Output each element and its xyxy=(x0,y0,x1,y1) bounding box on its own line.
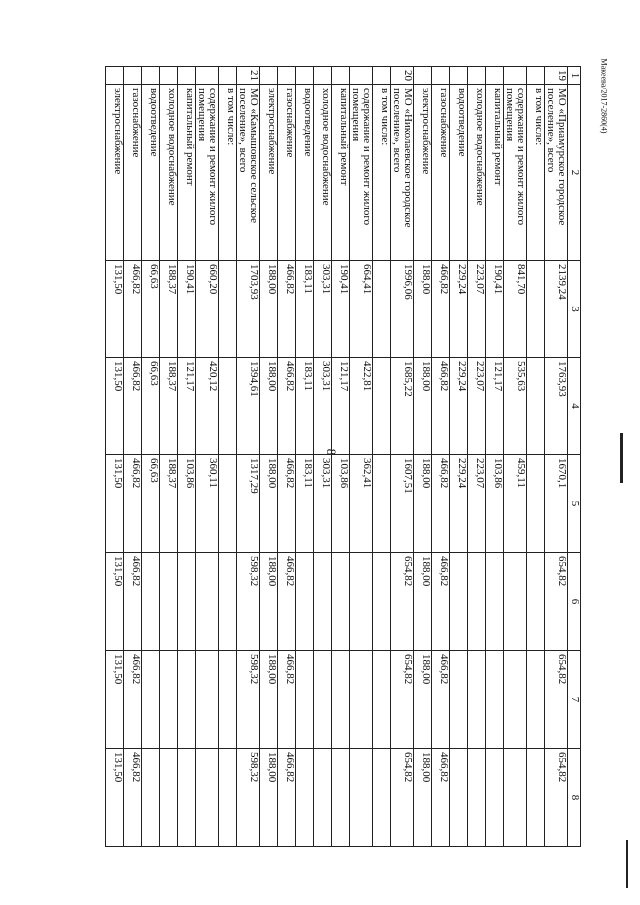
name-cell: капитальный ремонт xyxy=(332,85,350,261)
value-cell: 121,17 xyxy=(178,358,196,455)
row-number-cell xyxy=(527,67,545,85)
value-cell xyxy=(332,553,350,651)
table-row xyxy=(278,67,296,847)
value-cell: 223,07 xyxy=(468,358,486,455)
value-cell: 360,11 xyxy=(196,455,219,553)
value-cell xyxy=(527,651,545,749)
value-cell xyxy=(314,553,332,651)
value-cell xyxy=(486,651,504,749)
table-row xyxy=(527,67,545,847)
column-number: 6 xyxy=(568,553,581,651)
value-cell xyxy=(296,651,314,749)
name-cell: МО «Приамурское городское поселение», всего xyxy=(545,85,568,261)
value-cell: 131,50 xyxy=(106,358,124,455)
table-row xyxy=(504,67,527,847)
table-row xyxy=(391,67,414,847)
row-number-cell xyxy=(196,67,219,85)
value-cell: 188,00 xyxy=(414,358,432,455)
row-number-cell: 19 xyxy=(545,67,568,85)
column-number: 8 xyxy=(568,749,581,847)
value-cell: 188,00 xyxy=(260,553,278,651)
name-cell: газоснабжение xyxy=(432,85,450,261)
value-cell xyxy=(219,651,237,749)
table-row xyxy=(468,67,486,847)
table-row xyxy=(450,67,468,847)
value-cell: 1996,06 xyxy=(391,261,414,358)
value-cell: 2139,24 xyxy=(545,261,568,358)
value-cell: 183,11 xyxy=(296,358,314,455)
table-row xyxy=(260,67,278,847)
table-row xyxy=(486,67,504,847)
table-row xyxy=(414,67,432,847)
value-cell xyxy=(219,261,237,358)
value-cell: 188,00 xyxy=(414,651,432,749)
scan-mark xyxy=(626,840,628,888)
row-number-cell xyxy=(142,67,160,85)
row-number-cell xyxy=(504,67,527,85)
name-cell: водоотведение xyxy=(142,85,160,261)
row-number-cell xyxy=(314,67,332,85)
value-cell: 188,37 xyxy=(160,455,178,553)
value-cell: 66,63 xyxy=(142,358,160,455)
row-number-cell xyxy=(468,67,486,85)
value-cell: 466,82 xyxy=(432,553,450,651)
name-cell: содержание и ремонт жилого помещения xyxy=(196,85,219,261)
name-cell: в том числе: xyxy=(219,85,237,261)
value-cell: 131,50 xyxy=(106,261,124,358)
row-number-cell xyxy=(278,67,296,85)
value-cell: 131,50 xyxy=(106,651,124,749)
row-number-cell xyxy=(296,67,314,85)
value-cell: 466,82 xyxy=(432,651,450,749)
value-cell xyxy=(196,651,219,749)
value-cell: 103,86 xyxy=(332,455,350,553)
value-cell xyxy=(219,455,237,553)
value-cell: 188,00 xyxy=(414,455,432,553)
value-cell xyxy=(468,651,486,749)
row-number-cell: 21 xyxy=(237,67,260,85)
value-cell: 660,20 xyxy=(196,261,219,358)
value-cell xyxy=(527,455,545,553)
value-cell: 188,00 xyxy=(414,749,432,847)
name-cell: МО «Николаевское городское поселение», всего xyxy=(391,85,414,261)
table-row xyxy=(160,67,178,847)
value-cell: 841,70 xyxy=(504,261,527,358)
value-cell: 422,81 xyxy=(350,358,373,455)
value-cell: 654,82 xyxy=(545,651,568,749)
value-cell xyxy=(504,651,527,749)
value-cell: 303,31 xyxy=(314,261,332,358)
row-number-cell xyxy=(260,67,278,85)
row-number-cell xyxy=(486,67,504,85)
value-cell xyxy=(373,553,391,651)
value-cell: 121,17 xyxy=(332,358,350,455)
value-cell: 131,50 xyxy=(106,749,124,847)
value-cell xyxy=(160,651,178,749)
table-row xyxy=(196,67,219,847)
value-cell: 131,50 xyxy=(106,455,124,553)
row-number-cell: 20 xyxy=(391,67,414,85)
value-cell: 654,82 xyxy=(545,553,568,651)
name-cell: холодное водоснабжение xyxy=(314,85,332,261)
value-cell xyxy=(160,749,178,847)
value-cell: 598,32 xyxy=(237,651,260,749)
value-cell: 654,82 xyxy=(391,749,414,847)
value-cell xyxy=(142,749,160,847)
value-cell: 103,86 xyxy=(178,455,196,553)
value-cell xyxy=(373,651,391,749)
value-cell: 420,12 xyxy=(196,358,219,455)
value-cell: 190,41 xyxy=(332,261,350,358)
value-cell xyxy=(450,651,468,749)
value-cell: 362,41 xyxy=(350,455,373,553)
row-number-cell xyxy=(414,67,432,85)
value-cell: 190,41 xyxy=(486,261,504,358)
value-cell: 466,82 xyxy=(124,651,142,749)
value-cell: 103,86 xyxy=(486,455,504,553)
row-number-cell xyxy=(160,67,178,85)
value-cell xyxy=(314,749,332,847)
value-cell: 466,82 xyxy=(432,358,450,455)
table-row xyxy=(432,67,450,847)
value-cell: 598,32 xyxy=(237,749,260,847)
value-cell: 190,41 xyxy=(178,261,196,358)
value-cell: 654,82 xyxy=(391,553,414,651)
column-number: 1 xyxy=(568,67,581,85)
value-cell xyxy=(350,553,373,651)
table-row xyxy=(314,67,332,847)
value-cell: 466,82 xyxy=(432,749,450,847)
table-row xyxy=(296,67,314,847)
value-cell: 466,82 xyxy=(432,455,450,553)
row-number-cell xyxy=(332,67,350,85)
value-cell: 188,37 xyxy=(160,358,178,455)
value-cell: 66,63 xyxy=(142,261,160,358)
value-cell xyxy=(219,358,237,455)
name-cell: в том числе: xyxy=(527,85,545,261)
value-cell xyxy=(350,749,373,847)
value-cell xyxy=(468,749,486,847)
value-cell: 466,82 xyxy=(124,358,142,455)
value-cell: 664,41 xyxy=(350,261,373,358)
value-cell xyxy=(450,749,468,847)
name-cell: МО «Камышовское сельское поселение», всего xyxy=(237,85,260,261)
row-number-cell xyxy=(450,67,468,85)
value-cell: 229,24 xyxy=(450,358,468,455)
value-cell: 466,82 xyxy=(278,749,296,847)
value-cell: 121,17 xyxy=(486,358,504,455)
row-number-cell xyxy=(106,67,124,85)
value-cell: 188,00 xyxy=(260,358,278,455)
column-number-row xyxy=(568,67,581,847)
value-cell xyxy=(196,749,219,847)
value-cell xyxy=(219,553,237,651)
table-row xyxy=(219,67,237,847)
value-cell: 466,82 xyxy=(278,455,296,553)
value-cell xyxy=(350,651,373,749)
value-cell: 466,82 xyxy=(278,553,296,651)
name-cell: электроснабжение xyxy=(414,85,432,261)
table-body xyxy=(106,67,568,847)
table-row xyxy=(106,67,124,847)
value-cell: 466,82 xyxy=(278,261,296,358)
name-cell: капитальный ремонт xyxy=(486,85,504,261)
name-cell: газоснабжение xyxy=(124,85,142,261)
value-cell: 654,82 xyxy=(391,651,414,749)
value-cell xyxy=(373,455,391,553)
value-cell: 535,63 xyxy=(504,358,527,455)
value-cell xyxy=(178,749,196,847)
value-cell xyxy=(504,749,527,847)
value-cell xyxy=(486,749,504,847)
column-number: 3 xyxy=(568,261,581,358)
column-number: 5 xyxy=(568,455,581,553)
value-cell xyxy=(450,553,468,651)
value-cell xyxy=(468,553,486,651)
row-number-cell xyxy=(178,67,196,85)
value-cell: 188,00 xyxy=(260,749,278,847)
value-cell xyxy=(296,749,314,847)
value-cell xyxy=(486,553,504,651)
row-number-cell xyxy=(350,67,373,85)
value-cell: 466,82 xyxy=(278,651,296,749)
column-number: 4 xyxy=(568,358,581,455)
name-cell: электроснабжение xyxy=(106,85,124,261)
value-cell: 466,82 xyxy=(124,261,142,358)
value-cell: 183,11 xyxy=(296,455,314,553)
name-cell: содержание и ремонт жилого помещения xyxy=(350,85,373,261)
row-number-cell xyxy=(373,67,391,85)
value-cell xyxy=(527,553,545,651)
column-number: 7 xyxy=(568,651,581,749)
value-cell: 229,24 xyxy=(450,455,468,553)
page-number: 8 xyxy=(324,448,339,456)
value-cell: 223,07 xyxy=(468,261,486,358)
table-row xyxy=(124,67,142,847)
value-cell: 459,11 xyxy=(504,455,527,553)
value-cell: 1607,51 xyxy=(391,455,414,553)
value-cell: 466,82 xyxy=(124,553,142,651)
value-cell xyxy=(373,358,391,455)
value-cell: 188,00 xyxy=(260,261,278,358)
value-cell: 66,63 xyxy=(142,455,160,553)
value-cell xyxy=(527,261,545,358)
value-cell: 188,00 xyxy=(260,651,278,749)
table-row xyxy=(545,67,568,847)
table-row xyxy=(350,67,373,847)
value-cell: 466,82 xyxy=(278,358,296,455)
value-cell: 654,82 xyxy=(545,749,568,847)
value-cell: 1317,29 xyxy=(237,455,260,553)
value-cell: 188,00 xyxy=(414,261,432,358)
value-cell xyxy=(527,358,545,455)
value-cell xyxy=(142,651,160,749)
value-cell xyxy=(178,651,196,749)
tariff-table-rotated xyxy=(111,66,581,846)
value-cell xyxy=(504,553,527,651)
value-cell: 1763,93 xyxy=(545,358,568,455)
value-cell: 188,00 xyxy=(414,553,432,651)
value-cell xyxy=(178,553,196,651)
name-cell: водоотведение xyxy=(450,85,468,261)
value-cell xyxy=(219,749,237,847)
value-cell: 188,37 xyxy=(160,261,178,358)
value-cell: 303,31 xyxy=(314,455,332,553)
value-cell: 1703,93 xyxy=(237,261,260,358)
row-number-cell xyxy=(124,67,142,85)
value-cell: 598,32 xyxy=(237,553,260,651)
row-number-cell xyxy=(432,67,450,85)
value-cell xyxy=(296,553,314,651)
table-row xyxy=(332,67,350,847)
value-cell: 1394,61 xyxy=(237,358,260,455)
value-cell xyxy=(373,749,391,847)
table-row xyxy=(142,67,160,847)
table-row xyxy=(237,67,260,847)
value-cell: 188,00 xyxy=(260,455,278,553)
tariff-table xyxy=(105,66,581,847)
document-code: Макеева/2017-2860(4) xyxy=(599,58,609,134)
value-cell: 229,24 xyxy=(450,261,468,358)
value-cell: 303,31 xyxy=(314,358,332,455)
row-number-cell xyxy=(219,67,237,85)
name-cell: в том числе: xyxy=(373,85,391,261)
name-cell: холодное водоснабжение xyxy=(468,85,486,261)
name-cell: газоснабжение xyxy=(278,85,296,261)
column-number: 2 xyxy=(568,85,581,261)
name-cell: содержание и ремонт жилого помещения xyxy=(504,85,527,261)
value-cell xyxy=(373,261,391,358)
value-cell: 223,07 xyxy=(468,455,486,553)
value-cell: 466,82 xyxy=(124,455,142,553)
value-cell xyxy=(160,553,178,651)
name-cell: водоотведение xyxy=(296,85,314,261)
table-row xyxy=(178,67,196,847)
scan-mark xyxy=(620,433,623,483)
table-row xyxy=(373,67,391,847)
value-cell xyxy=(314,651,332,749)
value-cell: 466,82 xyxy=(124,749,142,847)
value-cell xyxy=(332,651,350,749)
value-cell: 1670,1 xyxy=(545,455,568,553)
value-cell: 1685,22 xyxy=(391,358,414,455)
name-cell: электроснабжение xyxy=(260,85,278,261)
name-cell: холодное водоснабжение xyxy=(160,85,178,261)
value-cell xyxy=(332,749,350,847)
value-cell: 466,82 xyxy=(432,261,450,358)
value-cell: 183,11 xyxy=(296,261,314,358)
name-cell: капитальный ремонт xyxy=(178,85,196,261)
value-cell: 131,50 xyxy=(106,553,124,651)
value-cell xyxy=(196,553,219,651)
value-cell xyxy=(527,749,545,847)
value-cell xyxy=(142,553,160,651)
